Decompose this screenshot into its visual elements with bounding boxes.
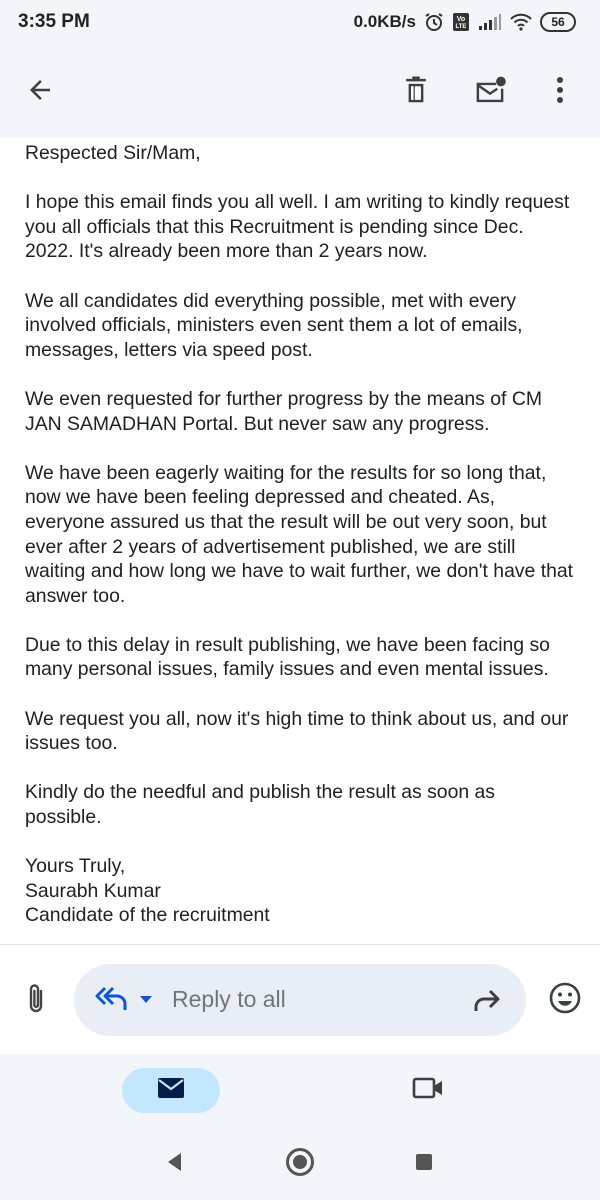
- volte-icon: [452, 12, 470, 32]
- paperclip-icon: [25, 982, 47, 1021]
- reply-all-icon[interactable]: [94, 984, 130, 1019]
- signal-icon: [478, 13, 502, 31]
- chevron-down-icon[interactable]: [138, 992, 154, 1010]
- triangle-back-icon: [163, 1150, 185, 1179]
- wifi-icon: [510, 13, 532, 31]
- tab-mail[interactable]: [122, 1068, 220, 1113]
- square-recents-icon: [414, 1152, 434, 1177]
- forward-icon[interactable]: [472, 986, 502, 1019]
- delete-button[interactable]: [394, 70, 438, 114]
- system-home-button[interactable]: [282, 1146, 318, 1182]
- back-button[interactable]: [18, 70, 62, 114]
- mail-unread-icon: [473, 75, 507, 110]
- reply-all-field[interactable]: [74, 964, 526, 1036]
- mail-icon: [156, 1076, 186, 1105]
- svg-text:Vo: Vo: [456, 16, 466, 23]
- email-body: Respected Sir/Mam, I hope this email finds you all well. I am writing to kindly request you all officials that this Recruitment is pending since Dec. 2022. It's already been more than 2 years now. We all candidates did everything possible, met with every involved officials, ministers even sent them a lot of emails, messages, letters via speed post. We even requested for further progress by the means of CM JAN SAMADHAN Portal. But never saw any progress. We have been eagerly waiting for the results for so long that, now we have been feeling depressed and cheated. As, everyone assured us that the result will be out very soon, but ever after 2 years of advertisement published, we are still waiting and how long we have to wait further, we don't have that answer too. Due to this delay in result publishing, we have been facing so many personal issues, family issues and even mental issues. We request you all, now it's high time to think about us, and our issues too. Kindly do the needful and publish the result as soon as possible. Yours Truly, Saurabh Kumar Candidate of the recruitment: [25, 142, 574, 927]
- mark-unread-button[interactable]: [468, 70, 512, 114]
- app-bar: [0, 44, 600, 138]
- system-navigation-bar: [0, 1128, 600, 1200]
- video-icon: [412, 1075, 444, 1106]
- attach-button[interactable]: [14, 979, 58, 1023]
- emoji-icon: [548, 981, 582, 1020]
- bottom-navigation: [0, 1054, 600, 1128]
- svg-text:LTE: LTE: [455, 24, 467, 30]
- reply-bar: [0, 944, 600, 1054]
- arrow-left-icon: [25, 75, 55, 110]
- reply-placeholder[interactable]: Reply to all: [172, 986, 286, 1012]
- more-options-button[interactable]: [538, 70, 582, 114]
- more-vert-icon: [556, 76, 564, 109]
- system-back-button[interactable]: [156, 1146, 192, 1182]
- emoji-button[interactable]: [542, 977, 588, 1023]
- system-recents-button[interactable]: [406, 1146, 442, 1182]
- circle-home-icon: [284, 1146, 316, 1183]
- status-bar: [0, 0, 600, 44]
- status-time: 3:35 PM: [18, 11, 90, 32]
- trash-icon: [401, 74, 431, 111]
- alarm-icon: [424, 12, 444, 32]
- battery-indicator: 56: [540, 12, 576, 32]
- network-speed: 0.0KB/s: [353, 12, 416, 31]
- email-message: [0, 138, 600, 944]
- status-indicators: [354, 12, 576, 32]
- tab-meet[interactable]: [404, 1068, 452, 1113]
